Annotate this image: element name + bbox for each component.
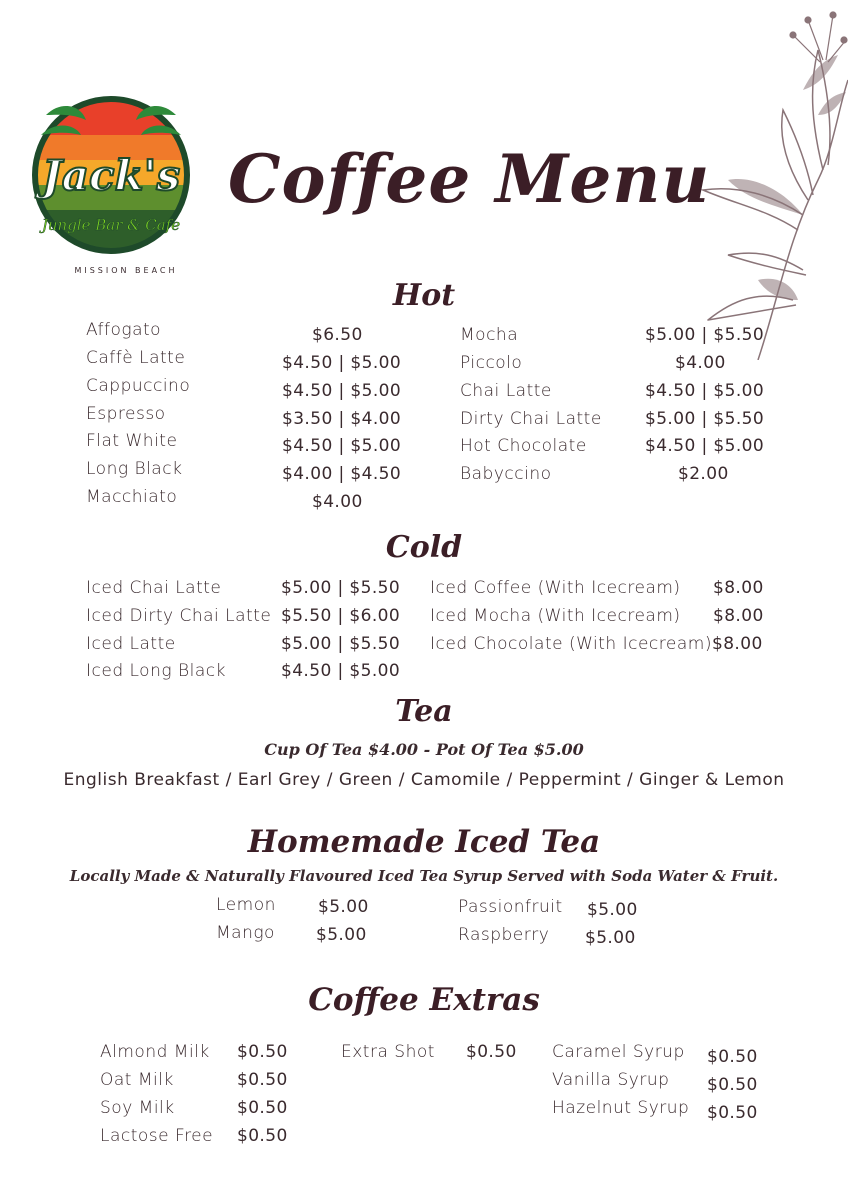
menu-item-name: Vanilla Syrup — [552, 1070, 670, 1090]
menu-item-name: Espresso — [86, 404, 166, 424]
menu-item-price: $4.50 | $5.00 — [282, 436, 402, 456]
menu-item-price: $4.50 | $5.00 — [282, 353, 402, 373]
menu-item-price: $0.50 — [466, 1042, 517, 1062]
menu-item-price: $4.50 | $5.00 — [282, 381, 402, 401]
menu-item-name: Soy Milk — [100, 1098, 175, 1118]
menu-item-name: Iced Mocha (With Icecream) — [430, 606, 681, 626]
menu-item-name: Affogato — [86, 320, 162, 340]
menu-item-price: $0.50 — [707, 1047, 758, 1067]
menu-item-name: Macchiato — [86, 487, 178, 507]
menu-item-name: Iced Latte — [86, 634, 176, 654]
menu-item-price: $4.00 | $4.50 — [282, 464, 402, 484]
menu-item-name: Iced Chai Latte — [86, 578, 222, 598]
extras-heading: Coffee Extras — [308, 982, 540, 1018]
menu-item-name: Babyccino — [460, 464, 552, 484]
menu-item-name: Piccolo — [460, 353, 523, 373]
menu-item-name: Cappuccino — [86, 376, 191, 396]
menu-item-name: Mocha — [460, 325, 519, 345]
menu-item-price: $4.50 | $5.00 — [645, 436, 765, 456]
menu-item-name: Flat White — [86, 431, 178, 451]
menu-item-price: $5.00 — [318, 897, 369, 917]
menu-item-name: Hot Chocolate — [460, 436, 587, 456]
hot-heading: Hot — [392, 278, 456, 313]
logo-name: Jack's — [41, 151, 181, 200]
menu-item-name: Iced Long Black — [86, 661, 226, 681]
menu-item-name: Almond Milk — [100, 1042, 210, 1062]
menu-item-name: Iced Coffee (With Icecream) — [430, 578, 681, 598]
menu-item-price: $8.00 — [712, 634, 763, 654]
menu-item-price: $5.00 — [585, 928, 636, 948]
menu-item-price: $6.50 — [312, 325, 363, 345]
tea-varieties: English Breakfast / Earl Grey / Green / Camomile / Peppermint / Ginger & Lemon — [63, 770, 785, 790]
menu-item-price: $8.00 — [713, 606, 764, 626]
menu-item-name: Iced Dirty Chai Latte — [86, 606, 272, 626]
menu-item-price: $4.00 — [312, 492, 363, 512]
jacks-logo — [26, 95, 196, 280]
menu-item-price: $3.50 | $4.00 — [282, 409, 402, 429]
menu-item-price: $5.00 — [316, 925, 367, 945]
iced-tea-heading: Homemade Iced Tea — [247, 824, 601, 860]
menu-item-name: Hazelnut Syrup — [552, 1098, 690, 1118]
menu-item-price: $4.00 — [675, 353, 726, 373]
menu-item-price: $5.50 | $6.00 — [281, 606, 401, 626]
logo-location: MISSION BEACH — [74, 266, 178, 275]
menu-item-name: Mango — [216, 923, 275, 943]
menu-item-price: $2.00 — [678, 464, 729, 484]
menu-item-name: Iced Chocolate (With Icecream) — [430, 634, 712, 654]
menu-item-name: Raspberry — [458, 925, 550, 945]
menu-item-price: $0.50 — [237, 1098, 288, 1118]
logo-tagline: Jungle Bar & Cafe — [41, 216, 181, 234]
menu-item-price: $0.50 — [707, 1075, 758, 1095]
menu-item-name: Lemon — [216, 895, 276, 915]
menu-item-name: Chai Latte — [460, 381, 552, 401]
menu-item-name: Long Black — [86, 459, 183, 479]
menu-item-name: Lactose Free — [100, 1126, 214, 1146]
menu-item-price: $5.00 | $5.50 — [281, 578, 401, 598]
menu-item-price: $5.00 | $5.50 — [645, 325, 765, 345]
menu-item-price: $8.00 — [713, 578, 764, 598]
menu-item-price: $4.50 | $5.00 — [645, 381, 765, 401]
menu-item-price: $0.50 — [237, 1126, 288, 1146]
menu-item-price: $0.50 — [237, 1042, 288, 1062]
menu-item-price: $5.00 | $5.50 — [645, 409, 765, 429]
menu-item-price: $0.50 — [237, 1070, 288, 1090]
tea-prices: Cup Of Tea $4.00 - Pot Of Tea $5.00 — [264, 740, 584, 759]
menu-item-name: Caffè Latte — [86, 348, 186, 368]
iced-tea-description: Locally Made & Naturally Flavoured Iced Tea Syrup Served with Soda Water & Fruit. — [69, 867, 779, 885]
menu-item-price: $5.00 — [587, 900, 638, 920]
menu-item-name: Extra Shot — [341, 1042, 435, 1062]
menu-item-price: $0.50 — [707, 1103, 758, 1123]
menu-item-price: $4.50 | $5.00 — [281, 661, 401, 681]
tea-heading: Tea — [395, 694, 453, 729]
menu-item-name: Oat Milk — [100, 1070, 174, 1090]
cold-heading: Cold — [385, 530, 463, 565]
menu-item-name: Passionfruit — [458, 897, 563, 917]
menu-item-name: Caramel Syrup — [552, 1042, 685, 1062]
menu-item-name: Dirty Chai Latte — [460, 409, 602, 429]
page-title: Coffee Menu — [228, 140, 711, 218]
menu-item-price: $5.00 | $5.50 — [281, 634, 401, 654]
